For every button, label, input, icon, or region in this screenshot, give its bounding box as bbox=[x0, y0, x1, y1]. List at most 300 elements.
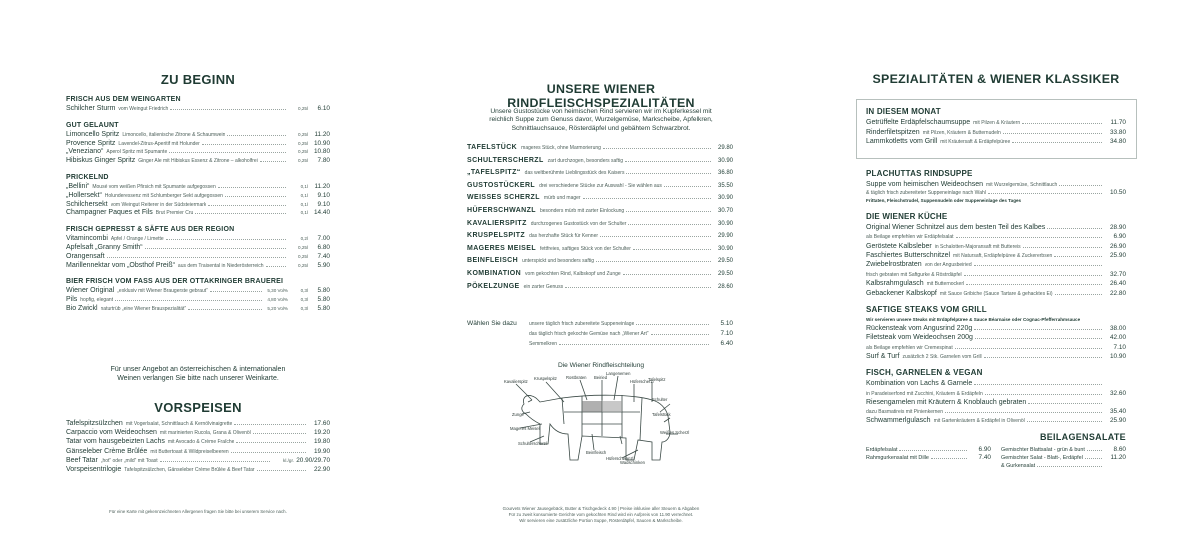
item-name: Surf & Turf bbox=[866, 353, 900, 361]
diagram-label: Beiried bbox=[594, 375, 608, 380]
item-name: Erdäpfelsalat bbox=[866, 447, 898, 454]
menu-item-row bbox=[866, 446, 991, 454]
dot-leader bbox=[626, 211, 711, 212]
item-price: 26.90 bbox=[1110, 242, 1126, 250]
menu-item-row bbox=[66, 287, 330, 296]
item-price: 20.90/29.70 bbox=[296, 456, 330, 464]
item-description: als Beilage empfehlen wir Cremespinat bbox=[866, 344, 953, 351]
item-price: 9.10 bbox=[317, 200, 330, 208]
dot-leader bbox=[988, 193, 1102, 194]
item-description: „hot“ oder „mild“ mit Toast bbox=[100, 457, 158, 464]
beef-cut-row bbox=[467, 194, 733, 207]
beef-cut-name: GUSTOSTÜCKERL bbox=[467, 181, 536, 189]
item-description: frisch gebraten mit Saftgurke & Röstrdäpfel bbox=[866, 271, 962, 278]
item-price: 6.90 bbox=[978, 446, 991, 454]
choose-desc: unsere täglich frisch zubereitete Suppeneinlage bbox=[529, 321, 635, 327]
dot-leader bbox=[1022, 123, 1102, 124]
item-price: 7.80 bbox=[317, 157, 330, 165]
dot-leader bbox=[985, 394, 1102, 395]
item-price: 7.40 bbox=[317, 252, 330, 260]
item-price: 28.90 bbox=[1110, 223, 1126, 231]
beef-cut-name: KOMBINATION bbox=[467, 269, 522, 277]
item-price: 10.90 bbox=[1110, 353, 1126, 361]
diagram-title: Die Wiener Rindfleischteilung bbox=[557, 362, 645, 369]
choose-label: Wählen Sie dazu bbox=[467, 320, 517, 327]
item-volume: 0,25l bbox=[298, 244, 308, 250]
beef-cut-row bbox=[467, 144, 733, 157]
item-price: 26.40 bbox=[1110, 280, 1126, 288]
diagram-label: Weißes Scherzl bbox=[660, 430, 690, 435]
starters-list bbox=[66, 420, 330, 475]
menu-item-row bbox=[66, 148, 330, 157]
dot-leader bbox=[625, 161, 711, 162]
item-name: „Bellini“ bbox=[66, 182, 90, 190]
dot-leader bbox=[115, 300, 262, 301]
beef-cut-name: PÖKELZUNGE bbox=[467, 282, 520, 290]
beef-cut-price: 30.90 bbox=[717, 220, 733, 227]
menu-item-row bbox=[866, 243, 1126, 252]
dot-leader bbox=[145, 248, 286, 249]
item-description: mit Sauce Gribiche (Sauce Tartare & gehacktes Ei) bbox=[939, 290, 1053, 297]
dot-leader bbox=[966, 284, 1102, 285]
dot-leader bbox=[931, 458, 967, 459]
item-description: von der Angusbeiried bbox=[924, 262, 972, 269]
item-description: Apfel / Orange / Limette bbox=[110, 236, 164, 243]
beef-cut-description: fettfreies, saftiges Stück von der Schulter bbox=[540, 245, 631, 252]
beef-cut-description: das herzhafte Stück für Kenner bbox=[529, 233, 599, 240]
dot-leader bbox=[974, 384, 1102, 385]
dot-leader bbox=[1059, 185, 1102, 186]
item-name: Kalbsrahmgulasch bbox=[866, 280, 924, 288]
item-price: 14.40 bbox=[314, 209, 330, 217]
item-description: Brut Premier Cru bbox=[155, 210, 194, 217]
middle-footer-line-3: Wir servieren eine zusätzliche Portion Suppe, Rösterdäpfel, Saucen & Markscheibe. bbox=[519, 518, 683, 523]
dot-leader bbox=[633, 249, 711, 250]
starters-title: VORSPEISEN bbox=[154, 400, 242, 415]
section-title: FRISCH AUS DEM WEINGARTEN bbox=[66, 96, 181, 103]
dot-leader bbox=[964, 275, 1102, 276]
dot-leader bbox=[664, 186, 711, 187]
item-description: mit Kräutersaft & Erdäpfelpüree bbox=[940, 139, 1011, 146]
menu-item-row bbox=[66, 296, 330, 305]
item-name: Schilcher Sturm bbox=[66, 105, 116, 112]
item-description: mit Wurzelgemüse, Schnittlauch bbox=[986, 182, 1058, 188]
item-price: 10.90 bbox=[314, 139, 330, 147]
section-title: FISCH, GARNELEN & VEGAN bbox=[866, 368, 983, 378]
beef-cut-price: 29.50 bbox=[717, 258, 733, 265]
beef-cut-row bbox=[467, 257, 733, 270]
item-volume: 0,3l bbox=[300, 305, 308, 311]
dot-leader bbox=[626, 173, 711, 174]
item-price: 11.20 bbox=[314, 130, 330, 138]
item-name: Pils bbox=[66, 296, 78, 304]
item-price: 25.90 bbox=[1110, 417, 1126, 425]
beef-cut-description: unterspickt und besonders saftig bbox=[522, 258, 595, 265]
item-name: „Veneziano“ bbox=[66, 148, 104, 156]
menu-item-row bbox=[866, 224, 1126, 233]
item-description: dazu Basmatireis mit Pinienkernen bbox=[866, 409, 943, 416]
beef-cut-name: TAFELSTÜCK bbox=[467, 144, 518, 151]
dot-leader bbox=[596, 261, 711, 262]
item-price: 22.90 bbox=[314, 465, 330, 473]
menu-item-row bbox=[66, 305, 330, 314]
item-description: mit Gartenkräutern & Erdäpfel in Olivenöl bbox=[933, 418, 1025, 425]
menu-item-row bbox=[866, 271, 1126, 280]
beef-cut-price: 30.90 bbox=[717, 157, 733, 164]
item-volume: 0,25l bbox=[298, 131, 308, 137]
item-price: 5.80 bbox=[317, 304, 330, 312]
item-price: 10.50 bbox=[1110, 189, 1126, 197]
item-name: Vitamincombi bbox=[66, 235, 108, 243]
beef-cut-name: MAGERES MEISEL bbox=[467, 244, 536, 252]
dot-leader bbox=[166, 239, 286, 240]
item-price: 33.80 bbox=[1110, 128, 1126, 136]
item-name: Lammkotletts vom Grill bbox=[866, 138, 938, 146]
item-volume: 0,3l bbox=[300, 288, 308, 294]
item-name: Hibiskus Ginger Spritz bbox=[66, 157, 136, 165]
item-description: Mousé vom weißen Pfirsich mit Spumante aufgegossen bbox=[92, 183, 216, 190]
beef-cut-description: besonders mürb mit zarter Einlockung bbox=[539, 207, 625, 214]
item-description: Ginger Ale mit Hibiskus Essenz & Zitrone – alkoholfrei bbox=[138, 158, 258, 165]
wine-note bbox=[66, 365, 330, 383]
menu-item-row bbox=[866, 399, 1126, 408]
beef-cut-row bbox=[467, 157, 733, 170]
item-volume: 0,1l bbox=[300, 192, 308, 198]
beef-cut-name: KAVALIERSPITZ bbox=[467, 219, 527, 227]
item-price: 25.90 bbox=[1110, 251, 1126, 259]
section-title: PRICKELND bbox=[66, 173, 109, 181]
menu-item-row bbox=[866, 325, 1126, 334]
item-price: 34.80 bbox=[1110, 138, 1126, 146]
beef-cut-description: drei verschiedene Stücke zur Auswahl - Sie wählen aus bbox=[539, 182, 662, 189]
item-description: vom Weingut Reiterer in der Südsteiermark bbox=[110, 201, 207, 208]
menu-item-row bbox=[1001, 446, 1126, 454]
menu-item-row bbox=[866, 344, 1126, 353]
choose-section bbox=[467, 320, 733, 350]
item-price: 6.90 bbox=[1113, 233, 1126, 241]
dot-leader bbox=[195, 213, 286, 214]
item-abv: 4,80 Vol% bbox=[267, 297, 288, 303]
diagram-label: Schulterscherzl bbox=[518, 441, 547, 446]
beef-cut-row bbox=[467, 232, 733, 245]
intro-line-2: reichlich Suppe zum Genuss davor, Wurzelgemüse, Markscheibe, Apfelkren, bbox=[489, 116, 713, 124]
menu-item-row bbox=[866, 233, 1126, 242]
beef-cut-description: durchzogenes Gustostück von der Schulter bbox=[530, 220, 627, 227]
intro-line-3: Schnittlauchsauce, Rösterdäpfel und gebähtem Schwarzbrot. bbox=[511, 124, 691, 132]
dot-leader bbox=[1027, 421, 1102, 422]
item-name: Rinderfiletspitzen bbox=[866, 128, 920, 136]
item-description: mit Pilzen & Kräutern bbox=[973, 120, 1021, 126]
dot-leader bbox=[583, 198, 711, 199]
item-abv: 5,30 Vol% bbox=[267, 288, 288, 294]
menu-item-row bbox=[66, 235, 330, 244]
left-sections bbox=[66, 96, 330, 314]
item-price: 7.40 bbox=[978, 454, 991, 462]
item-name: „Hollersekt“ bbox=[66, 191, 102, 199]
dot-leader bbox=[603, 148, 711, 149]
section-title: GUT GELAUNT bbox=[66, 121, 119, 129]
item-name: Provence Spritz bbox=[66, 139, 116, 147]
diagram-label: Kruspelspitz bbox=[534, 376, 557, 381]
dot-leader bbox=[227, 135, 286, 136]
dot-leader bbox=[651, 334, 710, 335]
choose-price: 5.10 bbox=[720, 320, 733, 327]
item-description: naturtrüb „eine Wiener Brauspezialität“ bbox=[100, 305, 187, 312]
sides-section bbox=[866, 432, 1126, 470]
item-name: Rahmgurkensalat mit Dille bbox=[866, 455, 929, 462]
diagram-label: Zunge bbox=[512, 412, 524, 417]
item-price: 9.10 bbox=[317, 191, 330, 199]
item-name: Riesengarnelen mit Kräutern & Knoblauch gebraten bbox=[866, 398, 1027, 406]
item-price: 10.80 bbox=[314, 148, 330, 156]
menu-item-row bbox=[66, 420, 330, 429]
item-name: Kombination von Lachs & Garnele bbox=[866, 380, 973, 388]
dot-leader bbox=[623, 274, 711, 275]
menu-item-row bbox=[866, 119, 1126, 129]
dot-leader bbox=[236, 442, 306, 443]
menu-item-row bbox=[866, 290, 1126, 299]
menu-item-row bbox=[66, 105, 330, 114]
item-name: Tafelspitzsülzchen bbox=[66, 420, 123, 427]
dot-leader bbox=[1047, 228, 1102, 229]
item-price: 11.20 bbox=[1110, 454, 1126, 462]
beef-cut-row bbox=[467, 169, 733, 182]
item-price: 19.20 bbox=[314, 429, 330, 437]
item-description: hopfig, elegant bbox=[80, 297, 114, 304]
item-volume: 0,25l bbox=[298, 253, 308, 259]
item-name: Gemischter Salat - Blatt-, Erdäpfel bbox=[1001, 455, 1083, 462]
sides-right bbox=[1001, 446, 1126, 470]
beef-cut-row bbox=[467, 220, 733, 233]
menu-item-row bbox=[66, 183, 330, 192]
menu-item-row bbox=[66, 131, 330, 140]
item-description: mit Butternockerl bbox=[926, 281, 965, 288]
item-price: 19.80 bbox=[314, 438, 330, 446]
dot-leader bbox=[218, 187, 286, 188]
dot-leader bbox=[984, 357, 1102, 358]
beef-cut-description: ein zarter Genuss bbox=[523, 283, 564, 290]
item-price: 17.60 bbox=[314, 420, 330, 427]
rostbraten-highlight bbox=[582, 401, 602, 412]
item-volume: 0,3l bbox=[300, 297, 308, 303]
diagram-label: Mageres Meisel bbox=[510, 426, 540, 431]
item-description: Limoncello, italienische Zitrone & Schaumwein bbox=[122, 131, 226, 138]
dot-leader bbox=[231, 452, 306, 453]
dot-leader bbox=[1023, 247, 1102, 248]
choose-price: 6.40 bbox=[720, 340, 733, 347]
dot-leader bbox=[1037, 466, 1102, 467]
dot-leader bbox=[170, 109, 286, 110]
item-name: Gänseleber Crème Brûlée bbox=[66, 447, 148, 455]
middle-footer-line-1: Gourvets Wiener Jausegebäck, Butter & Tischgedeck 4.90 | Preise inklusive aller Steuern & Abgaben bbox=[502, 506, 700, 511]
item-description: aus dem Traisental in Niederösterreich bbox=[177, 262, 264, 269]
menu-item-row bbox=[66, 157, 330, 166]
item-name: Schilchersekt bbox=[66, 200, 108, 208]
dot-leader bbox=[975, 338, 1102, 339]
item-volume: kl./gr. bbox=[283, 457, 294, 463]
menu-item-row bbox=[866, 353, 1126, 362]
dot-leader bbox=[565, 287, 711, 288]
item-price: 6.80 bbox=[317, 243, 330, 251]
wine-note-line-1: Für unser Angebot an österreichischen & internationalen bbox=[110, 366, 286, 373]
beef-cut-price: 36.80 bbox=[717, 170, 733, 177]
soup-note: Frittaten, Fleischstrudel, Suppennudeln oder Suppeneinlage des Tages bbox=[866, 197, 1022, 203]
dot-leader bbox=[1087, 450, 1102, 451]
left-footer: Für eine Karte mit gekennzeichneten Allergenen fragen Sie bitte bei unserem Service nach. bbox=[109, 509, 287, 514]
item-description: in Schalotten-Majoransaft mit Buttereis bbox=[934, 243, 1021, 250]
dot-leader bbox=[169, 152, 286, 153]
beef-cut-price: 30.70 bbox=[717, 207, 733, 214]
beef-cut-row bbox=[467, 245, 733, 258]
item-volume: 0,25l bbox=[298, 262, 308, 268]
dot-leader bbox=[899, 450, 967, 451]
wine-note-line-2: Weinen verlangen Sie bitte nach unserer Weinkarte. bbox=[117, 375, 279, 382]
beef-cut-price: 30.90 bbox=[717, 195, 733, 202]
menu-item-row bbox=[66, 192, 330, 201]
menu-item-row bbox=[866, 417, 1126, 426]
item-price: 11.20 bbox=[314, 182, 330, 190]
beef-cut-description: vom gekochten Rind, Kalbskopf und Zunge bbox=[525, 270, 621, 277]
item-name: Gemischter Blattsalat - grün & bunt bbox=[1001, 447, 1085, 454]
month-title: IN DIESEM MONAT bbox=[866, 107, 941, 116]
middle-intro bbox=[462, 108, 740, 133]
dot-leader bbox=[234, 424, 306, 425]
menu-item-row bbox=[1001, 462, 1126, 470]
dot-leader bbox=[1085, 458, 1102, 459]
beiried-highlight bbox=[602, 401, 622, 412]
item-price: 5.80 bbox=[317, 296, 330, 304]
intro-line-1: Unsere Gustostücke von heimischen Rind servieren wir im Kupferkessel mit bbox=[490, 108, 712, 115]
beef-cut-price: 30.90 bbox=[717, 245, 733, 252]
menu-item-row bbox=[66, 140, 330, 149]
item-description: mit Vogerlsalat, Schnittlauch & Kernölvinaigrette bbox=[125, 421, 233, 427]
item-name: & Gurkensalat bbox=[1001, 463, 1036, 470]
item-description: Holunderessenz mit Schlumberger Sekt aufgegossen bbox=[104, 192, 223, 199]
item-name: Wiener Original bbox=[66, 287, 115, 295]
section-title: BIER FRISCH VOM FASS AUS DER OTTAKRINGER BRAUEREI bbox=[66, 278, 284, 286]
menu-item-row bbox=[66, 448, 330, 457]
right-title: SPEZIALITÄTEN & WIENER KLASSIKER bbox=[872, 72, 1120, 86]
item-description: in Paradeiserfond mit Zucchini, Kräutern & Erdäpfeln bbox=[866, 390, 983, 397]
middle-footer bbox=[462, 506, 740, 524]
beef-cut-name: „TAFELSPITZ“ bbox=[467, 169, 521, 177]
dot-leader bbox=[600, 236, 711, 237]
item-price: 7.00 bbox=[317, 235, 330, 243]
month-section bbox=[866, 107, 1126, 148]
menu-item-row bbox=[866, 454, 991, 462]
dot-leader bbox=[208, 205, 286, 206]
beef-cut-price: 29.80 bbox=[717, 145, 733, 151]
item-price: 38.00 bbox=[1110, 324, 1126, 332]
item-volume: 0,1l bbox=[300, 210, 308, 216]
beef-cut-price: 35.50 bbox=[717, 182, 733, 189]
beef-cut-row bbox=[467, 207, 733, 220]
menu-item-row bbox=[66, 244, 330, 253]
item-volume: 0,1l bbox=[300, 201, 308, 207]
beef-cut-name: SCHULTERSCHERZL bbox=[467, 156, 544, 164]
beef-cut-description: mageres Stück, ohne Marmorierung bbox=[521, 145, 601, 151]
item-volume: 0,25l bbox=[298, 106, 308, 111]
item-volume: 0,1l bbox=[300, 183, 308, 189]
middle-footer-line-2: Für zu zweit konsumierte Gerichte vom gekochten Rind wird ein Aufpreis von 11.90 verrechnet. bbox=[508, 512, 694, 517]
item-name: Filetsteak vom Weideochsen 200g bbox=[866, 334, 973, 342]
choose-desc: das täglich frisch gekochte Gemüse nach „Wiener Art“ bbox=[529, 331, 649, 337]
item-price: 32.70 bbox=[1110, 270, 1126, 278]
item-name: Getrüffelte Erdäpfelschaumsuppe bbox=[866, 119, 971, 126]
item-description: Lavendel-Zitrus-Aperitif mit Holunder bbox=[118, 140, 200, 147]
item-name: Vorspeisentrilogie bbox=[66, 465, 122, 473]
choose-price: 7.10 bbox=[720, 330, 733, 337]
beef-cut-price: 29.50 bbox=[717, 270, 733, 277]
item-name: Original Wiener Schnitzel aus dem besten Teil des Kalbes bbox=[866, 223, 1046, 231]
item-name: Tatar vom hausgebeizten Lachs bbox=[66, 438, 165, 446]
item-price: 11.70 bbox=[1110, 119, 1126, 126]
item-price: 35.40 bbox=[1110, 408, 1126, 416]
beef-cut-price: 28.60 bbox=[717, 283, 733, 290]
dot-leader bbox=[1028, 403, 1102, 404]
diagram-label: Rostbraten bbox=[566, 375, 587, 380]
sides-left bbox=[866, 446, 991, 470]
diagram-label: Schulter bbox=[652, 397, 668, 402]
menu-item-row bbox=[866, 334, 1126, 343]
item-name: Marillennektar vom „Obsthof Preiß“ bbox=[66, 261, 175, 269]
beef-specialties-list bbox=[467, 144, 733, 295]
beef-cut-price: 29.90 bbox=[717, 233, 733, 240]
item-description: mit Avocado & Crème Fraîche bbox=[167, 439, 235, 446]
dot-leader bbox=[1055, 294, 1102, 295]
item-name: Suppe vom heimischen Weideochsen bbox=[866, 181, 983, 188]
dot-leader bbox=[257, 470, 306, 471]
dot-leader bbox=[559, 344, 709, 345]
item-name: Apfelsaft „Granny Smith“ bbox=[66, 243, 143, 251]
dot-leader bbox=[956, 237, 1102, 238]
dot-leader bbox=[1003, 133, 1102, 134]
dot-leader bbox=[160, 461, 270, 462]
menu-item-row bbox=[66, 253, 330, 262]
item-name: Gebackener Kalbskopf bbox=[866, 289, 937, 297]
item-name: Beef Tatar bbox=[66, 456, 98, 464]
menu-item-row bbox=[866, 280, 1126, 289]
dot-leader bbox=[628, 224, 711, 225]
dot-leader bbox=[260, 161, 286, 162]
diagram-label: Langeriemen bbox=[606, 372, 631, 376]
dot-leader bbox=[188, 309, 262, 310]
dot-leader bbox=[974, 265, 1102, 266]
dot-leader bbox=[945, 412, 1102, 413]
menu-item-row bbox=[866, 380, 1126, 389]
diagram-label: Kavalierspitz bbox=[504, 379, 528, 384]
beef-cut-row bbox=[467, 270, 733, 283]
left-title: ZU BEGINN bbox=[160, 72, 236, 87]
item-price: 7.10 bbox=[1113, 343, 1126, 351]
item-price: 8.60 bbox=[1113, 446, 1126, 454]
item-description: mit marinierten Rucola, Grana & Olivenöl bbox=[159, 430, 251, 437]
item-name: Limoncello Spritz bbox=[66, 130, 120, 138]
item-description: Tafelspitzsülzchen, Gänseleber Crème Brûlée & Beef Tatar bbox=[124, 466, 255, 473]
diagram-label: Tafelspitz bbox=[648, 377, 666, 382]
menu-item-row bbox=[866, 129, 1126, 139]
item-volume: 0,25l bbox=[298, 140, 308, 146]
item-abv: 5,20 Vol% bbox=[267, 305, 288, 311]
item-name: Faschiertes Butterschnitzel bbox=[866, 251, 951, 259]
menu-item-row bbox=[866, 138, 1126, 148]
item-volume: 0,2l bbox=[300, 236, 308, 242]
menu-item-row bbox=[866, 390, 1126, 399]
menu-item-row bbox=[66, 438, 330, 447]
grill-note: Wir servieren unsere Steaks mit Erdäpfelpüree & Sauce Béarnaise oder Cognac-Pfefferrahmsauce bbox=[866, 316, 1081, 322]
item-description: vom Weingut Friedrich bbox=[118, 106, 169, 112]
item-price: 19.90 bbox=[314, 447, 330, 455]
